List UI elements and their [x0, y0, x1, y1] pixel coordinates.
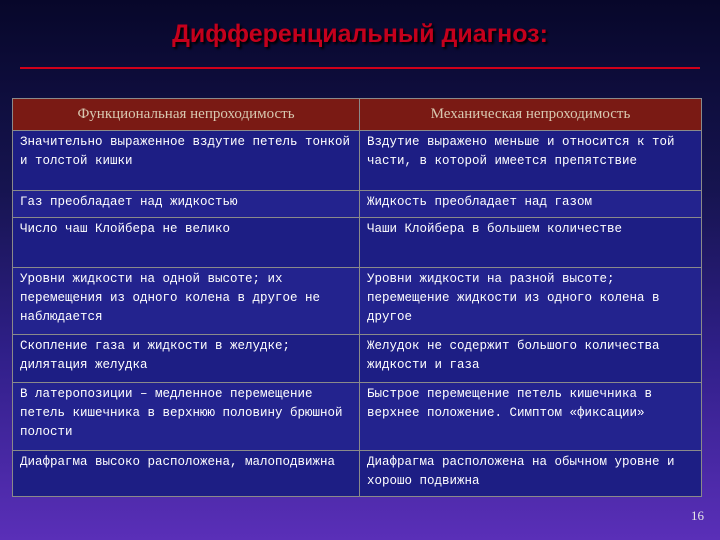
mechanical-cell: Вздутие выражено меньше и относится к той части, в которой имеется препятствие	[360, 131, 702, 191]
mechanical-cell: Быстрое перемещение петель кишечника в верхнее положение. Симптом «фиксации»	[360, 383, 702, 451]
table-header-row	[13, 99, 702, 131]
title-divider	[20, 67, 700, 69]
functional-cell: Число чаш Клойбера не велико	[13, 218, 360, 268]
table-row	[13, 218, 702, 268]
functional-cell: В латеропозиции – медленное перемещение петель кишечника в верхнюю половину брюшной полости	[13, 383, 360, 451]
comparison-table	[12, 98, 702, 497]
table-row	[13, 335, 702, 383]
table-row	[13, 131, 702, 191]
mechanical-cell: Диафрагма расположена на обычном уровне и хорошо подвижна	[360, 451, 702, 497]
table-row	[13, 268, 702, 335]
table-row	[13, 191, 702, 218]
functional-cell: Газ преобладает над жидкостью	[13, 191, 360, 218]
header-mechanical: Механическая непроходимость	[360, 99, 702, 131]
slide-title: Дифференциальный диагноз:	[172, 20, 548, 48]
mechanical-cell: Уровни жидкости на разной высоте; перемещение жидкости из одного колена в другое	[360, 268, 702, 335]
table-row	[13, 383, 702, 451]
functional-cell: Диафрагма высоко расположена, малоподвижна	[13, 451, 360, 497]
page-number: 16	[691, 508, 704, 523]
mechanical-cell: Желудок не содержит большого количества жидкости и газа	[360, 335, 702, 383]
functional-cell: Уровни жидкости на одной высоте; их перемещения из одного колена в другое не наблюдается	[13, 268, 360, 335]
mechanical-cell: Чаши Клойбера в большем количестве	[360, 218, 702, 268]
functional-cell: Скопление газа и жидкости в желудке; дилятация желудка	[13, 335, 360, 383]
header-functional: Функциональная непроходимость	[13, 99, 360, 131]
table-row	[13, 451, 702, 497]
mechanical-cell: Жидкость преобладает над газом	[360, 191, 702, 218]
functional-cell: Значительно выраженное вздутие петель тонкой и толстой кишки	[13, 131, 360, 191]
